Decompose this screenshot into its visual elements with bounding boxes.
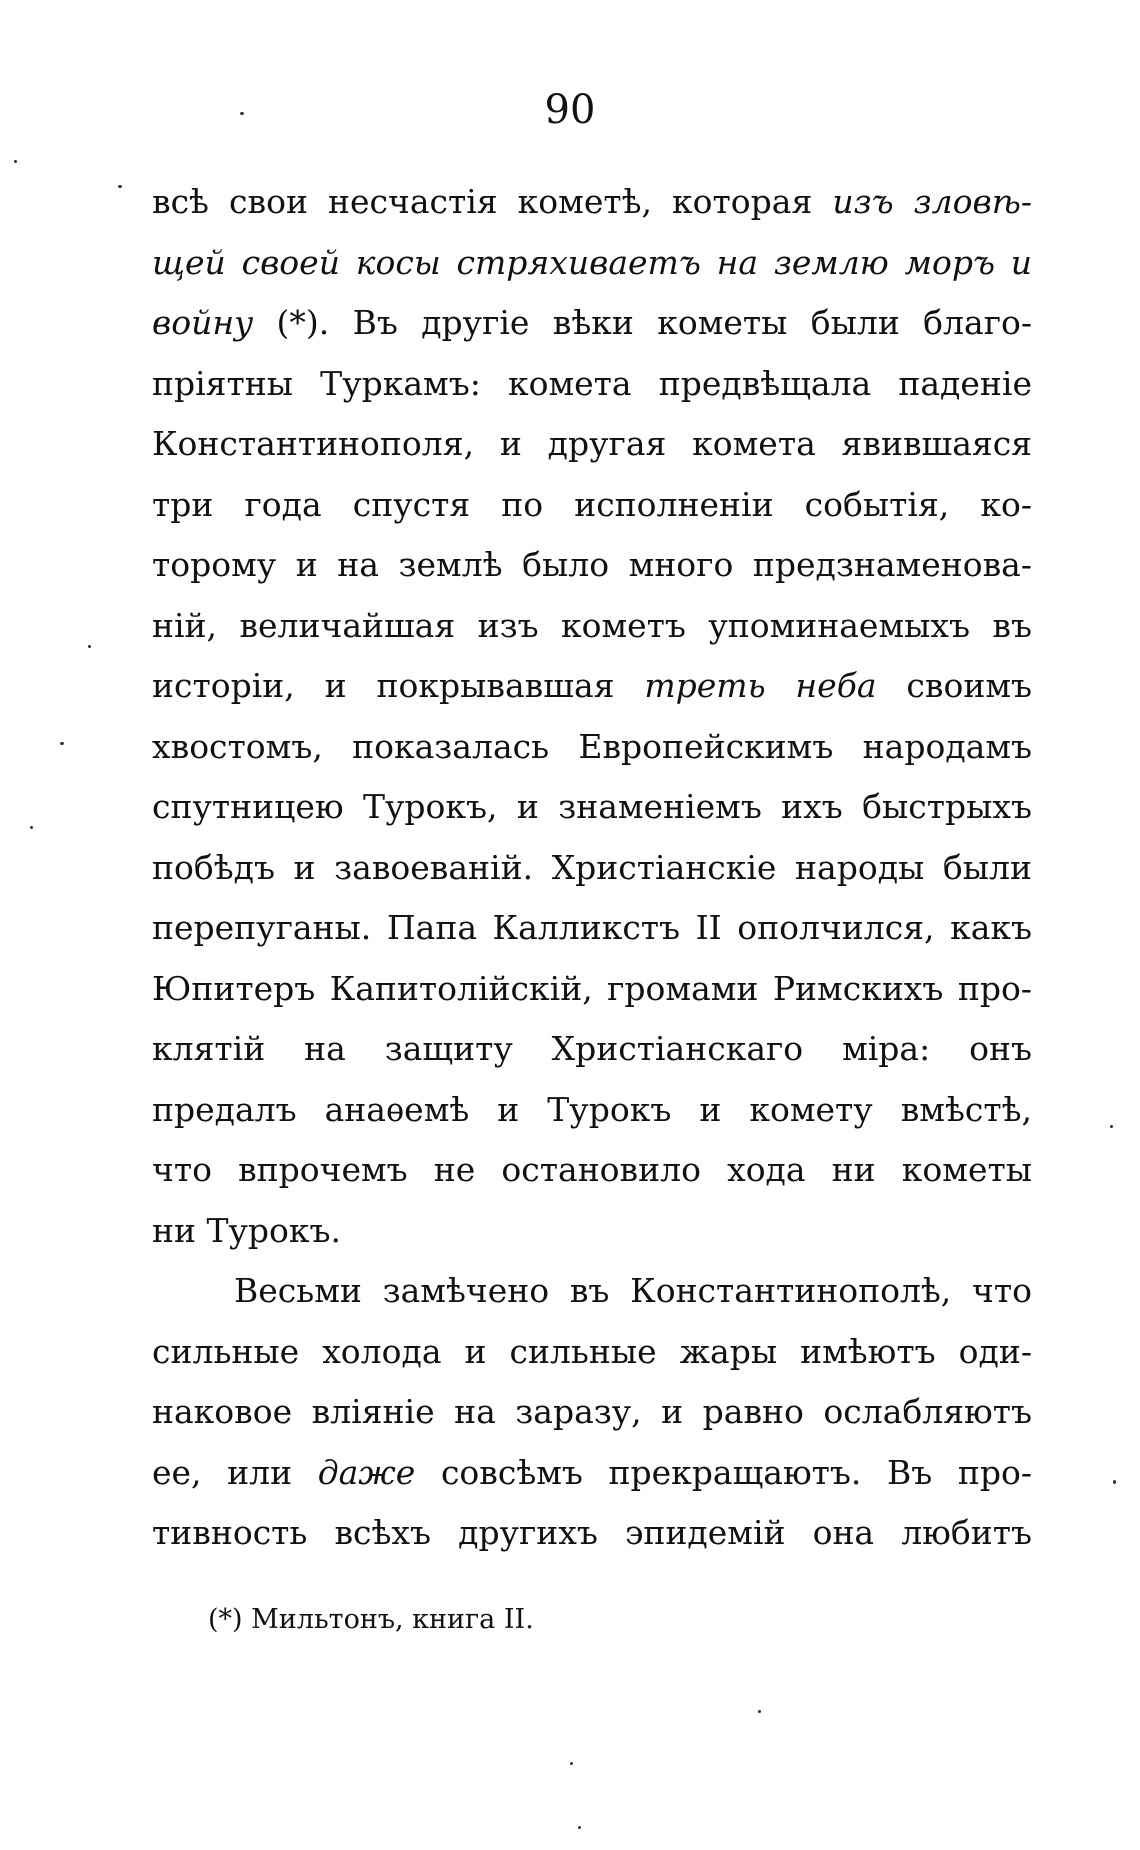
text-line: сильные холода и сильные жары имѣютъ оди-: [152, 1331, 1032, 1371]
text-line: пріятны Туркамъ: комета предвѣщала паденіе: [152, 363, 1032, 403]
text-line: торому и на землѣ было много предзнаменова-: [152, 545, 1032, 584]
text-line: предалъ анаѳемѣ и Турокъ и комету вмѣстѣ,: [152, 1089, 1032, 1129]
scan-speck: [578, 1826, 581, 1829]
scan-speck: [570, 1762, 573, 1765]
text-line: Весьми замѣчено въ Константинополѣ, что: [234, 1271, 1032, 1310]
page-number: 90: [544, 87, 596, 133]
text-line: всѣ свои несчастія кометѣ, которая изъ зловѣ-: [152, 182, 1032, 221]
text-line: ее, или даже совсѣмъ прекращаютъ. Въ про-: [152, 1452, 1032, 1492]
scan-speck: [14, 160, 17, 163]
scan-speck: [758, 1710, 761, 1713]
text-line: спутницею Турокъ, и знаменіемъ ихъ быстрыхъ: [152, 787, 1032, 826]
text-line: Юпитеръ Капитолійскій, громами Римскихъ про-: [152, 968, 1032, 1008]
footnote: (*) Мильтонъ, книга II.: [208, 1604, 534, 1635]
scan-speck: [240, 112, 244, 115]
text-line: исторіи, и покрывавшая треть неба своимъ: [152, 666, 1032, 705]
text-line: ни Турокъ.: [152, 1210, 342, 1250]
scan-speck: [1113, 1480, 1116, 1484]
scan-speck: [118, 185, 122, 188]
text-line: побѣдъ и завоеваній. Христіанскіе народы были: [152, 847, 1032, 887]
text-line: щей своей косы стряхиваетъ на землю моръ и: [152, 242, 1032, 282]
text-line: три года спустя по исполненіи событія, ко-: [152, 484, 1032, 524]
text-line: хвостомъ, показалась Европейскимъ народамъ: [152, 726, 1032, 766]
body-text: [152, 172, 1032, 1564]
text-line: Константинополя, и другая комета явившаяся: [152, 424, 1032, 463]
text-line: что впрочемъ не остановило хода ни кометы: [152, 1150, 1032, 1189]
text-line: клятій на защиту Христіанскаго міра: онъ: [152, 1029, 1032, 1068]
scan-speck: [30, 826, 33, 829]
scan-speck: [60, 742, 64, 745]
text-line: перепуганы. Папа Калликстъ II ополчился, какъ: [152, 908, 1032, 947]
text-line: тивность всѣхъ другихъ эпидемій она любитъ: [152, 1513, 1032, 1552]
text-line: наковое вліяніе на заразу, и равно ослабляютъ: [152, 1392, 1032, 1431]
text-line: войну (*). Въ другіе вѣки кометы были благо-: [152, 303, 1032, 342]
scan-speck: [1110, 1125, 1113, 1128]
text-line: ній, величайшая изъ кометъ упоминаемыхъ въ: [152, 605, 1032, 645]
scan-speck: [88, 645, 91, 648]
